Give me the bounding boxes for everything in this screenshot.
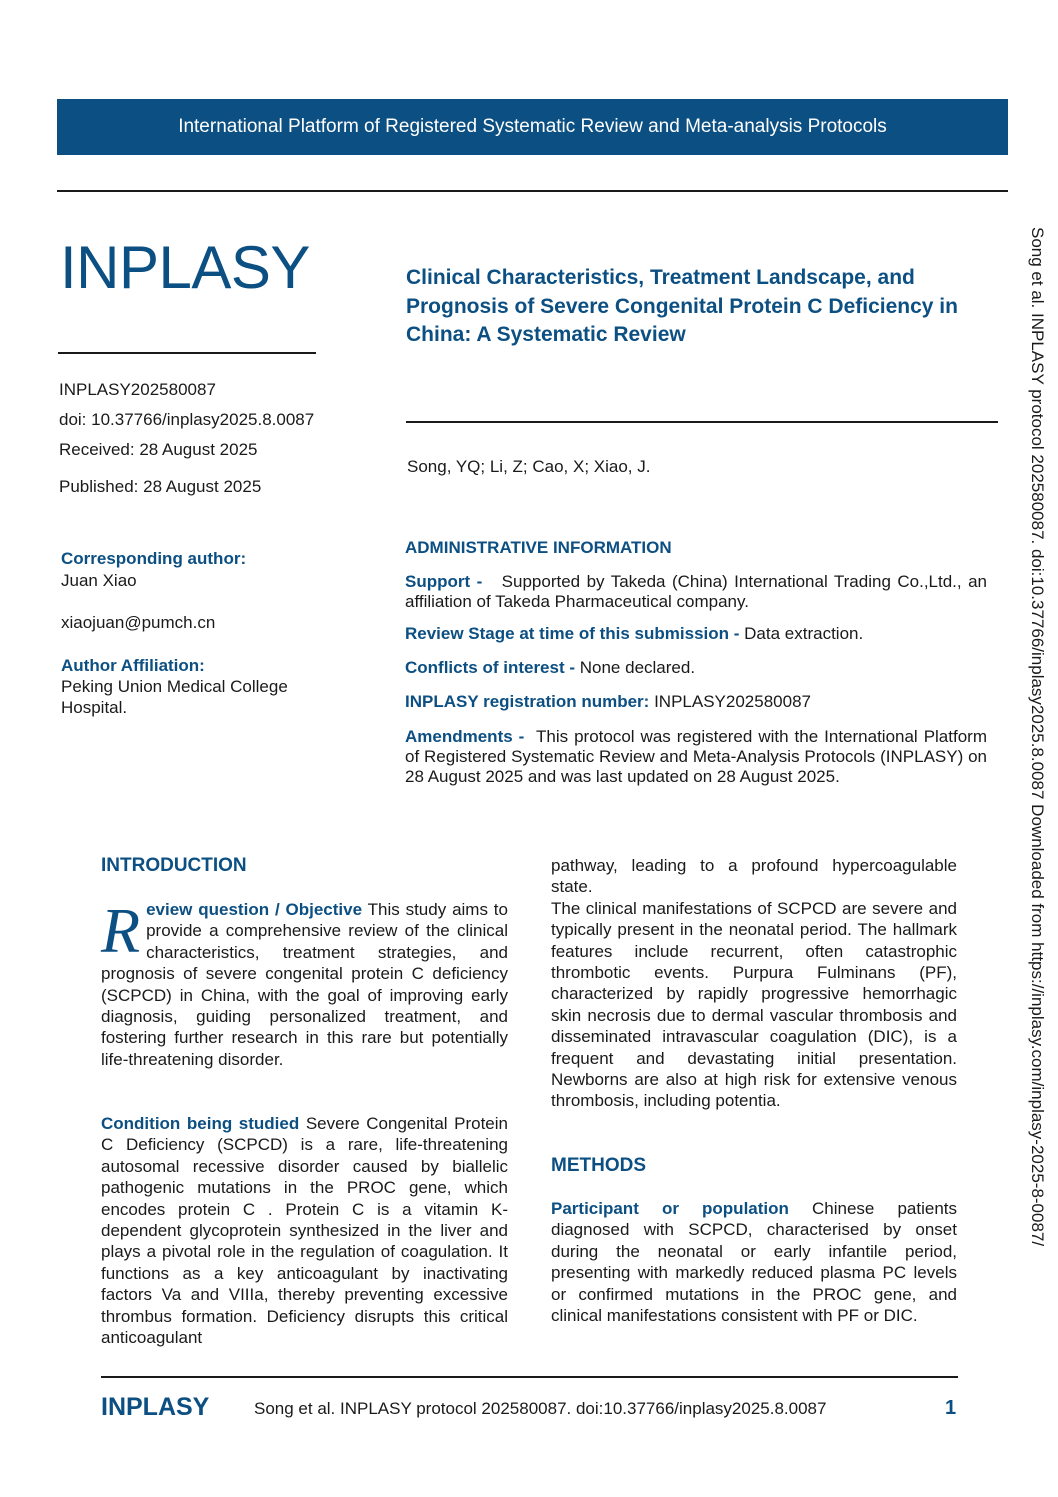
admin-heading: ADMINISTRATIVE INFORMATION <box>405 538 672 557</box>
amendments: Amendments - This protocol was registered with the International Platform of Registered Systematic Review and Meta-Analysis Protocols (INPLASY) on 28 August 2025 and was last updated on 28 August 2025. <box>405 727 987 786</box>
corresponding-name: Juan Xiao <box>61 571 137 590</box>
support-info: Support - Supported by Takeda (China) International Trading Co.,Ltd., an affiliation of Takeda Pharmaceutical company. <box>405 572 987 611</box>
doi[interactable]: doi: 10.37766/inplasy2025.8.0087 <box>59 410 315 429</box>
side-citation: Song et al. INPLASY protocol 202580087. doi:10.37766/inplasy2025.8.0087 Downloaded from https://inplasy.com/inplasy-2025-8-0087/ <box>1028 227 1047 1247</box>
condition-studied: Condition being studied Severe Congenital Protein C Deficiency (SCPCD) is a rare, life-threatening autosomal recessive disorder caused by biallelic pathogenic mutations in the PROC gene, which encodes protein C . Protein C is a vitamin K-dependent glycoprotein synthesized in the liver and plays a pivotal role in the regulation of coagulation. It functions as a key anticoagulant by inactivating factors Va and VIIIa, thereby preventing excessive thrombus formation. Deficiency disrupts this critical anticoagulant <box>101 1114 508 1348</box>
received-date: Received: 28 August 2025 <box>59 440 258 459</box>
condition-continued: pathway, leading to a profound hypercoagulable state. The clinical manifestations of SCPCD are severe and typically present in the neonatal period. The hallmark features include recurrent, often catastrophic thrombotic events. Purpura Fulminans (PF), characterized by rapidly progressive hemorrhagic skin necrosis due to dermal vascular thrombosis and disseminated intravascular coagulation (DIC), is a frequent and devastating initial presentation. Newborns are also at high risk for extensive venous thrombosis, including potentia. <box>551 856 957 1111</box>
corresponding-label: Corresponding author: <box>61 549 247 568</box>
inplasy-logo: INPLASY <box>60 234 310 301</box>
affiliation-label: Author Affiliation: <box>61 656 205 675</box>
footer-divider <box>101 1376 958 1378</box>
registration-id: INPLASY202580087 <box>59 380 216 399</box>
page-number: 1 <box>945 1397 957 1419</box>
registration-number: INPLASY registration number: INPLASY202580087 <box>405 692 811 711</box>
conflicts: Conflicts of interest - None declared. <box>405 658 696 677</box>
published-date: Published: 28 August 2025 <box>59 477 262 496</box>
affiliation: Peking Union Medical College Hospital. <box>61 677 288 717</box>
banner-text: International Platform of Registered Systematic Review and Meta-analysis Protocols <box>178 116 887 137</box>
methods-heading: METHODS <box>551 1155 646 1176</box>
header-banner <box>57 99 1008 155</box>
review-question: Review question / Objective This study aims to provide a comprehensive review of the clinical characteristics, treatment strategies, and prognosis of severe congenital protein C deficiency (SCPCD) in China, with the goal of improving early diagnosis, guiding personalized treatment, and fostering further research in this rare but potentially life-threatening disorder. <box>101 895 508 1069</box>
title-divider <box>406 421 998 423</box>
top-divider <box>57 190 1008 192</box>
logo-divider <box>58 352 316 354</box>
footer-citation: Song et al. INPLASY protocol 202580087. doi:10.37766/inplasy2025.8.0087 <box>254 1399 827 1418</box>
dropcap: R <box>101 895 141 966</box>
footer-logo: INPLASY <box>101 1393 210 1421</box>
paper-title: Clinical Characteristics, Treatment Landscape, and Prognosis of Severe Congenital Protein C Deficiency in China: A Systematic Review <box>406 266 958 346</box>
corresponding-email[interactable]: xiaojuan@pumch.cn <box>61 613 216 632</box>
authors: Song, YQ; Li, Z; Cao, X; Xiao, J. <box>407 457 651 476</box>
participants: Participant or population Chinese patients diagnosed with SCPCD, characterised by onset during the neonatal or early infantile period, presenting with markedly reduced plasma PC levels or confirmed mutations in the PROC gene, and clinical manifestations consistent with PF or DIC. <box>551 1199 957 1326</box>
review-stage: Review Stage at time of this submission - Data extraction. <box>405 624 864 643</box>
introduction-heading: INTRODUCTION <box>101 855 247 876</box>
